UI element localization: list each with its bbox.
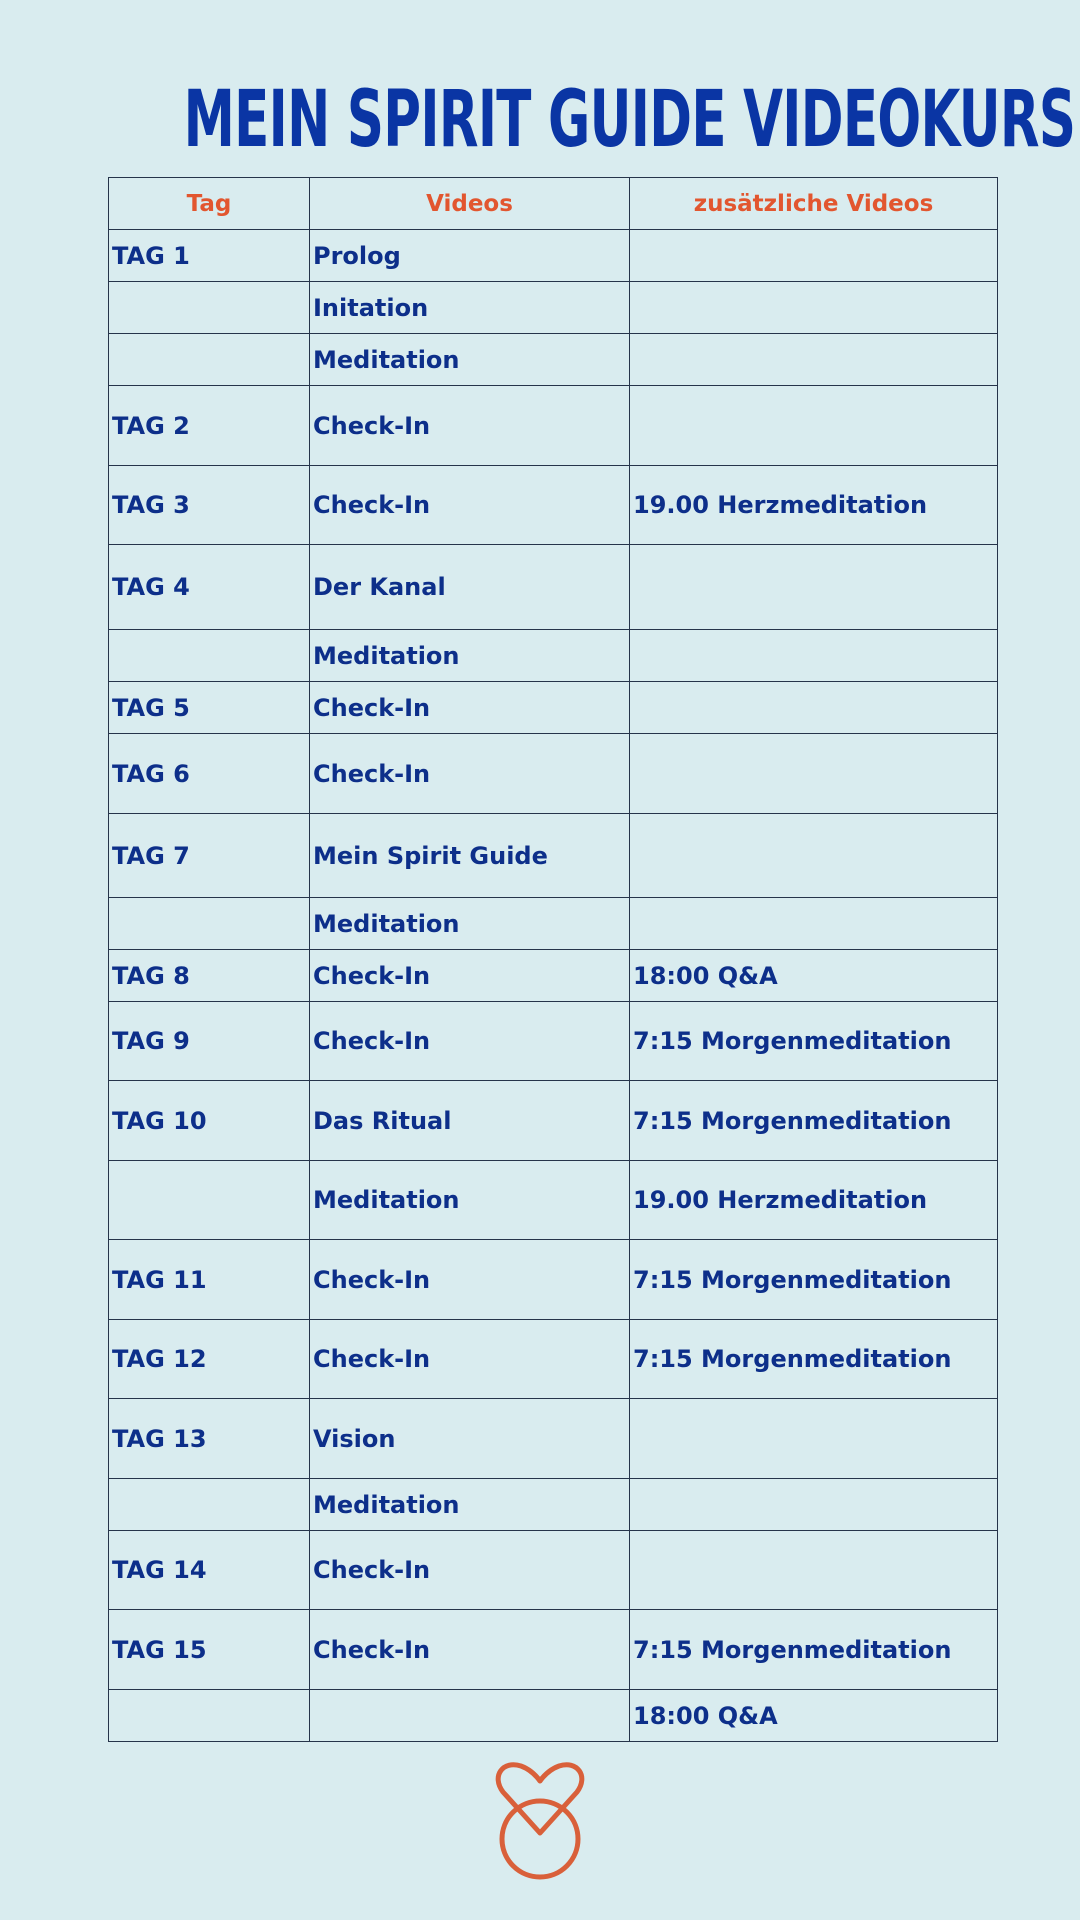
table-row: [109, 734, 998, 814]
header-videos: Videos: [310, 178, 630, 230]
video-cell: Check-In: [310, 1240, 630, 1320]
day-cell: TAG 14: [109, 1531, 310, 1610]
extra-video-cell: [630, 1399, 998, 1479]
day-cell: TAG 7: [109, 814, 310, 898]
table-row: [109, 1320, 998, 1399]
table-row: [109, 950, 998, 1002]
table-row: [109, 1161, 998, 1240]
day-cell: TAG 15: [109, 1610, 310, 1690]
table-row: [109, 1002, 998, 1081]
video-cell: Check-In: [310, 682, 630, 734]
video-cell: Check-In: [310, 950, 630, 1002]
extra-video-cell: 7:15 Morgenmeditation: [630, 1320, 998, 1399]
day-cell: [109, 282, 310, 334]
day-cell: TAG 9: [109, 1002, 310, 1081]
extra-video-cell: [630, 630, 998, 682]
video-cell: Check-In: [310, 1002, 630, 1081]
day-cell: TAG 10: [109, 1081, 310, 1161]
day-cell: [109, 1479, 310, 1531]
video-cell: Meditation: [310, 1479, 630, 1531]
table-row: [109, 1081, 998, 1161]
extra-video-cell: 19.00 Herzmeditation: [630, 1161, 998, 1240]
video-cell: Check-In: [310, 1610, 630, 1690]
video-cell: Meditation: [310, 1161, 630, 1240]
heart-circle-logo-icon: [495, 1762, 585, 1884]
table-row: [109, 682, 998, 734]
video-cell: Vision: [310, 1399, 630, 1479]
video-cell: Meditation: [310, 630, 630, 682]
day-cell: [109, 898, 310, 950]
video-cell: Check-In: [310, 386, 630, 466]
video-cell: Check-In: [310, 734, 630, 814]
table-row: [109, 1690, 998, 1742]
extra-video-cell: 7:15 Morgenmeditation: [630, 1081, 998, 1161]
table-row: [109, 282, 998, 334]
day-cell: [109, 334, 310, 386]
table-row: [109, 334, 998, 386]
extra-video-cell: 18:00 Q&A: [630, 1690, 998, 1742]
extra-video-cell: [630, 682, 998, 734]
video-cell: Meditation: [310, 898, 630, 950]
day-cell: TAG 6: [109, 734, 310, 814]
extra-video-cell: [630, 898, 998, 950]
extra-video-cell: [630, 282, 998, 334]
day-cell: [109, 630, 310, 682]
extra-video-cell: 7:15 Morgenmeditation: [630, 1002, 998, 1081]
extra-video-cell: [630, 1531, 998, 1610]
table-header-row: [109, 178, 998, 230]
day-cell: [109, 1161, 310, 1240]
extra-video-cell: [630, 334, 998, 386]
table-row: [109, 1399, 998, 1479]
day-cell: TAG 13: [109, 1399, 310, 1479]
day-cell: TAG 11: [109, 1240, 310, 1320]
video-cell: Check-In: [310, 1531, 630, 1610]
video-cell: Mein Spirit Guide: [310, 814, 630, 898]
day-cell: TAG 3: [109, 466, 310, 545]
header-additional-videos: zusätzliche Videos: [630, 178, 998, 230]
video-cell: Initation: [310, 282, 630, 334]
extra-video-cell: 18:00 Q&A: [630, 950, 998, 1002]
video-cell: Der Kanal: [310, 545, 630, 630]
extra-video-cell: [630, 230, 998, 282]
table-row: [109, 466, 998, 545]
table-row: [109, 898, 998, 950]
table-row: [109, 1479, 998, 1531]
day-cell: TAG 4: [109, 545, 310, 630]
day-cell: [109, 1690, 310, 1742]
day-cell: TAG 5: [109, 682, 310, 734]
table-row: [109, 630, 998, 682]
table-row: [109, 386, 998, 466]
table-row: [109, 1531, 998, 1610]
video-cell: Check-In: [310, 466, 630, 545]
extra-video-cell: [630, 386, 998, 466]
video-cell: Meditation: [310, 334, 630, 386]
logo-circle: [502, 1801, 578, 1877]
video-cell: [310, 1690, 630, 1742]
extra-video-cell: 7:15 Morgenmeditation: [630, 1610, 998, 1690]
extra-video-cell: [630, 545, 998, 630]
header-tag: Tag: [109, 178, 310, 230]
extra-video-cell: 7:15 Morgenmeditation: [630, 1240, 998, 1320]
day-cell: TAG 12: [109, 1320, 310, 1399]
video-cell: Das Ritual: [310, 1081, 630, 1161]
table-row: [109, 1240, 998, 1320]
table-row: [109, 814, 998, 898]
page-title: MEIN SPIRIT GUIDE VIDEOKURS: [183, 75, 1076, 165]
extra-video-cell: [630, 814, 998, 898]
course-schedule-table: [108, 177, 998, 1742]
day-cell: TAG 8: [109, 950, 310, 1002]
video-cell: Check-In: [310, 1320, 630, 1399]
day-cell: TAG 1: [109, 230, 310, 282]
table-row: [109, 1610, 998, 1690]
extra-video-cell: [630, 1479, 998, 1531]
extra-video-cell: [630, 734, 998, 814]
day-cell: TAG 2: [109, 386, 310, 466]
table-row: [109, 230, 998, 282]
extra-video-cell: 19.00 Herzmeditation: [630, 466, 998, 545]
video-cell: Prolog: [310, 230, 630, 282]
table-row: [109, 545, 998, 630]
